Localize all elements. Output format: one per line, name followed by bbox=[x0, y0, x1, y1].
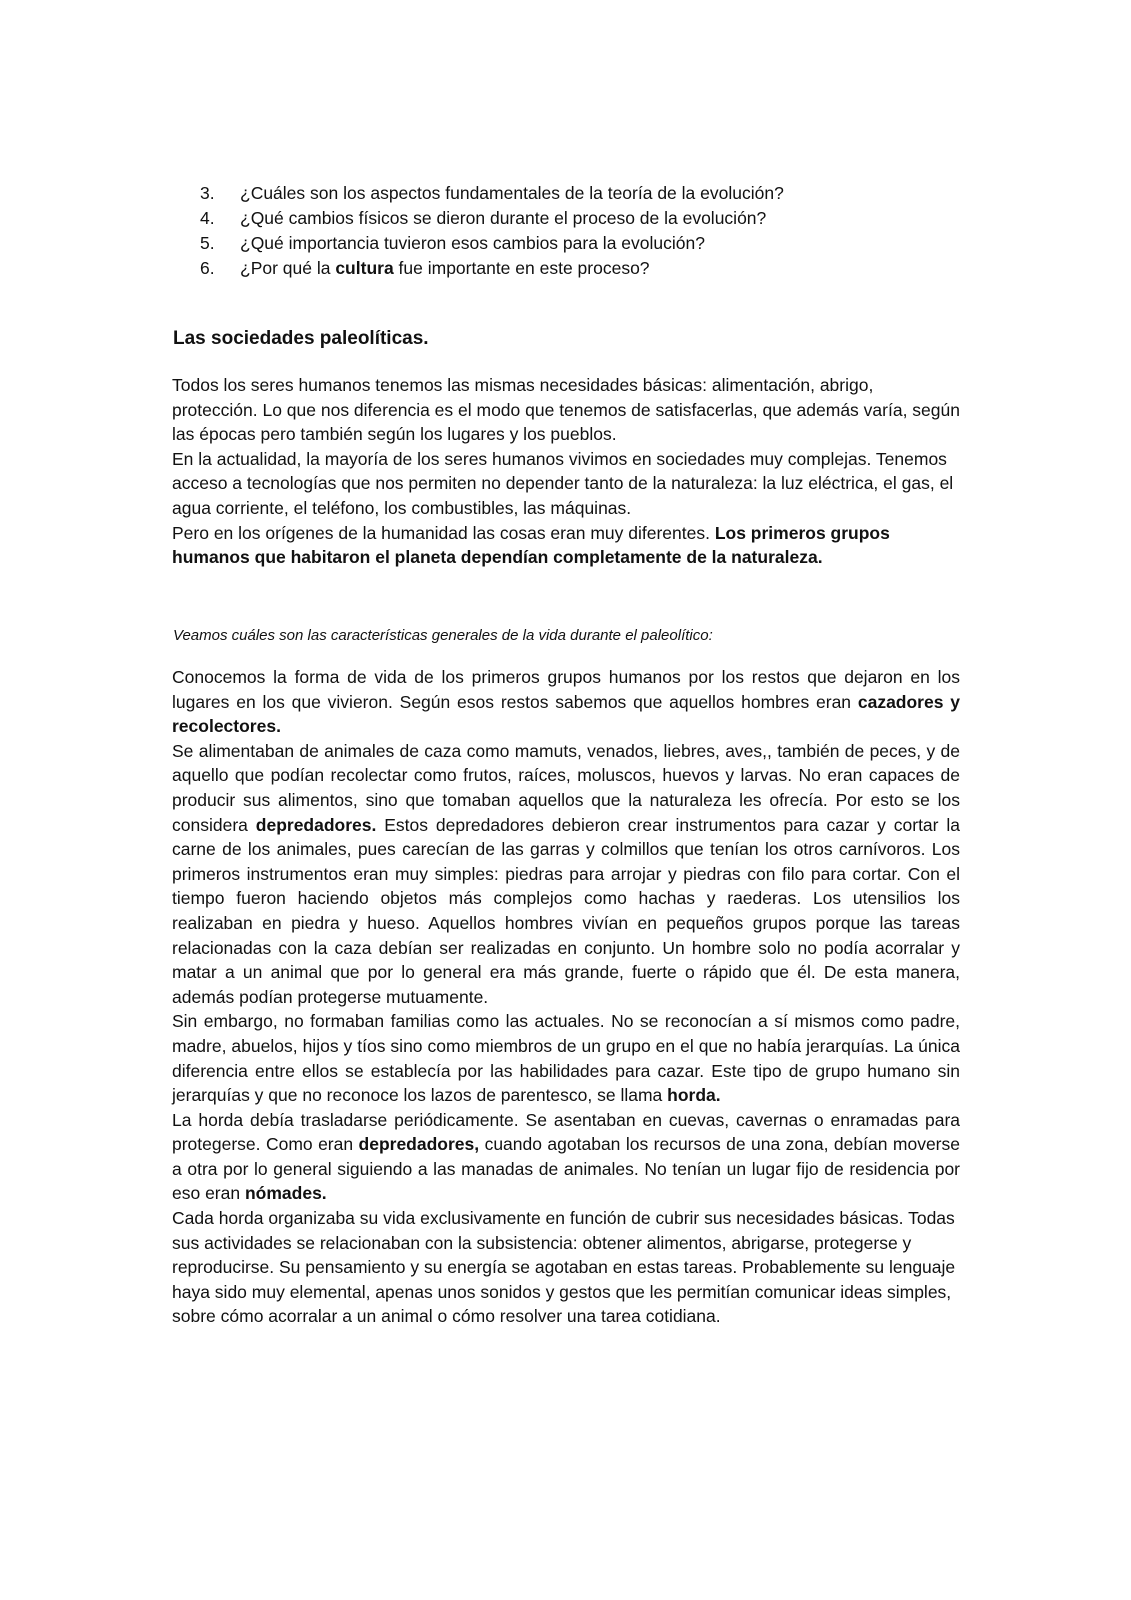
intro-paragraph bbox=[172, 521, 960, 570]
body-paragraph bbox=[172, 1108, 960, 1206]
body-text: cuando agotaban los recursos de una zona, debían moverse a otra por lo general siguiendo a las manadas de animales. No tenían un lugar fijo de residencia por eso eran bbox=[172, 1134, 960, 1204]
body-text: Estos depredadores debieron crear instrumentos para cazar y cortar la carne de los animales, pues carecían de las garras y colmillos que tenían los otros carnívoros. Los primeros instrumentos eran muy simples: piedras para arrojar y piedras con filo para cortar. Con el tiempo fueron haciendo objetos más complejos como hachas y raederas. Los utensilios los realizaban en piedra y hueso. Aquellos hombres vivían en pequeños grupos porque las tareas relacionadas con la caza debían ser realizadas en conjunto. Un hombre solo no podía acorralar y matar a un animal que por lo general era más grande, fuerte o rápido que él. De esta manera, además podían protegerse mutuamente. bbox=[172, 814, 960, 1007]
italic-lead-sentence: Veamos cuáles son las características generales de la vida durante el paleolítico: bbox=[173, 627, 713, 644]
question-text bbox=[240, 256, 650, 281]
question-number: 6. bbox=[200, 258, 215, 278]
section-heading: Las sociedades paleolíticas. bbox=[173, 328, 429, 349]
list-item bbox=[200, 206, 900, 231]
body-bold-term: nómades. bbox=[244, 1183, 327, 1204]
body-bold-term: depredadores, bbox=[358, 1134, 480, 1155]
body-paragraph bbox=[172, 1009, 960, 1107]
body-bold-term: cazadores y recolectores. bbox=[172, 691, 961, 737]
body-section bbox=[172, 665, 960, 1329]
body-paragraph bbox=[172, 665, 960, 739]
question-text: ¿Cuáles son los aspectos fundamentales de la teoría de la evolución? bbox=[240, 183, 784, 203]
question-list bbox=[200, 181, 900, 281]
body-text: Conocemos la forma de vida de los primeros grupos humanos por los restos que dejaron en los lugares en los que vivieron. Según esos restos sabemos que aquellos hombres eran bbox=[172, 667, 960, 712]
list-item bbox=[200, 256, 900, 281]
question-number: 5. bbox=[200, 233, 215, 253]
body-bold-term: horda. bbox=[667, 1085, 721, 1106]
question-bold-term: cultura bbox=[335, 258, 394, 278]
body-paragraph: Cada horda organizaba su vida exclusivamente en función de cubrir sus necesidades básicas. Todas sus actividades se relacionaban con la subsistencia: obtener alimentos, abrigarse, protegerse y reproducirse. Su pensamiento y su energía se agotaban en estas tareas. Probablemente su lenguaje haya sido muy elemental, apenas unos sonidos y gestos que les permitían comunicar ideas simples, sobre cómo acorralar a un animal o cómo resolver una tarea cotidiana. bbox=[172, 1208, 956, 1327]
question-text: ¿Qué cambios físicos se dieron durante el proceso de la evolución? bbox=[240, 208, 767, 228]
list-item bbox=[200, 231, 900, 256]
intro-text: Pero en los orígenes de la humanidad las cosas eran muy diferentes. bbox=[172, 522, 715, 543]
intro-paragraph: En la actualidad, la mayoría de los seres humanos vivimos en sociedades muy complejas. Tenemos acceso a tecnologías que nos permiten no depender tanto de la naturaleza: la luz eléctrica, el gas, el agua corriente, el teléfono, los combustibles, las máquinas. bbox=[172, 448, 954, 518]
body-bold-term: depredadores. bbox=[255, 814, 377, 835]
question-text-part: fue importante en este proceso? bbox=[393, 258, 650, 278]
question-text: ¿Qué importancia tuvieron esos cambios para la evolución? bbox=[240, 233, 705, 253]
intro-section bbox=[172, 373, 960, 570]
question-text-part: ¿Por qué la bbox=[240, 258, 336, 278]
intro-bold-text: Los primeros grupos humanos que habitaron el planeta dependían completamente de la naturaleza. bbox=[172, 522, 890, 568]
intro-paragraph: Todos los seres humanos tenemos las mismas necesidades básicas: alimentación, abrigo, protección. Lo que nos diferencia es el modo que tenemos de satisfacerlas, que además varía, según las épocas pero también según los lugares y los pueblos. bbox=[172, 375, 960, 445]
body-paragraph bbox=[172, 739, 960, 1010]
question-number: 4. bbox=[200, 208, 215, 228]
body-text: Sin embargo, no formaban familias como las actuales. No se reconocían a sí mismos como padre, madre, abuelos, hijos y tíos sino como miembros de un grupo en el que no había jerarquías. La única diferencia entre ellos se establecía por las habilidades para cazar. Este tipo de grupo humano sin jerarquías y que no reconoce los lazos de parentesco, se llama bbox=[172, 1011, 960, 1106]
body-text: Se alimentaban de animales de caza como mamuts, venados, liebres, aves,, también de peces, y de aquello que podían recolectar como frutos, raíces, moluscos, huevos y larvas. No eran capaces de producir sus alimentos, sino que tomaban aquellos que la naturaleza les ofrecía. Por esto se los considera bbox=[172, 740, 960, 835]
list-item bbox=[200, 181, 900, 206]
question-number: 3. bbox=[200, 183, 215, 203]
body-text: La horda debía trasladarse periódicamente. Se asentaban en cuevas, cavernas o enramadas para protegerse. Como eran bbox=[172, 1109, 960, 1155]
